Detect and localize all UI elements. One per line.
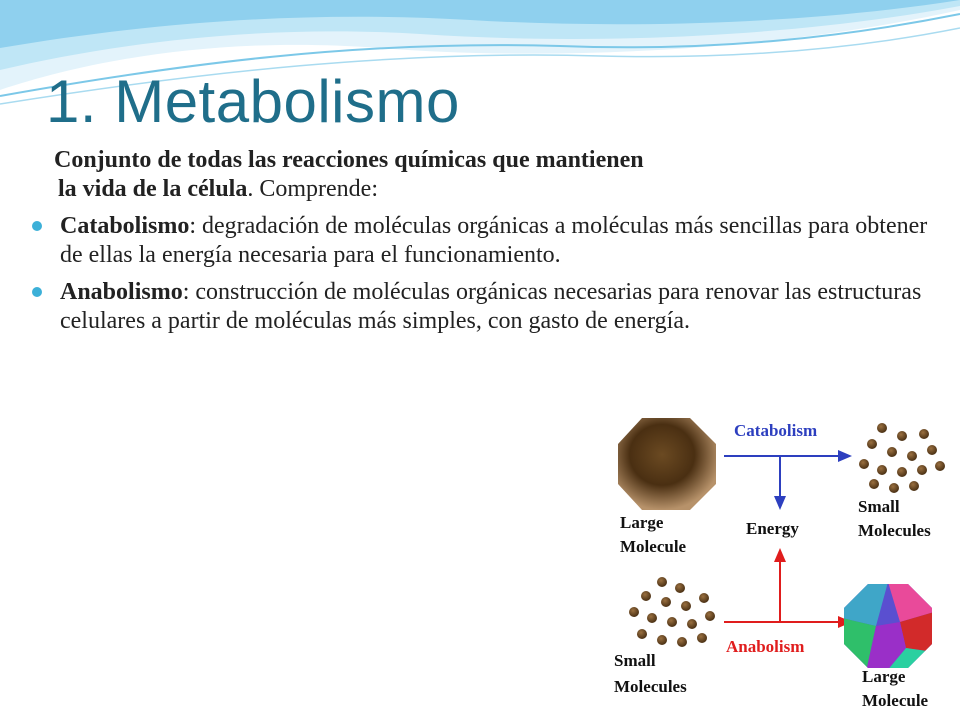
intro-bold-2: la vida de la célula: [58, 176, 248, 202]
small-molecules-bottom-label-1: Small: [614, 651, 656, 670]
metabolism-diagram: [606, 412, 960, 720]
intro-rest: . Comprende:: [247, 176, 378, 202]
catabolism-label: Catabolism: [734, 421, 818, 440]
intro-paragraph: [40, 146, 940, 204]
bullet-text: : construcción de moléculas orgánicas necesarias para renovar las estructuras celulares a partir de moléculas más simples, con gasto de energía.: [60, 279, 922, 334]
intro-bold-1: Conjunto de todas las reacciones químicas que mantienen: [54, 147, 644, 173]
large-molecule-top-label-2: Molecule: [620, 537, 687, 556]
bullet-dot-icon: [32, 221, 42, 231]
small-molecules-top-label-2: Molecules: [858, 521, 931, 540]
large-molecule-top-label-1: Large: [620, 513, 664, 532]
large-molecule-bottom-label-2: Molecule: [862, 691, 929, 710]
small-molecules-top-label-1: Small: [858, 497, 900, 516]
bullet-text: : degradación de moléculas orgánicas a moléculas más sencillas para obtener de ellas la energía necesaria para el funcionamiento.: [60, 213, 928, 268]
bullet-item-anabolismo: [30, 278, 940, 336]
anabolism-label: Anabolism: [726, 637, 805, 656]
bullet-term: Anabolismo: [60, 279, 183, 305]
bullet-item-catabolismo: [30, 212, 940, 270]
bullet-list: [30, 212, 940, 344]
bullet-term: Catabolismo: [60, 213, 190, 239]
large-molecule-bottom-label-1: Large: [862, 667, 906, 686]
bullet-dot-icon: [32, 287, 42, 297]
energy-label: Energy: [746, 519, 799, 538]
large-molecule-brown-icon: [618, 418, 716, 510]
small-molecules-bottom-label-2: Molecules: [614, 677, 687, 696]
slide-title: 1. Metabolismo: [46, 68, 460, 135]
